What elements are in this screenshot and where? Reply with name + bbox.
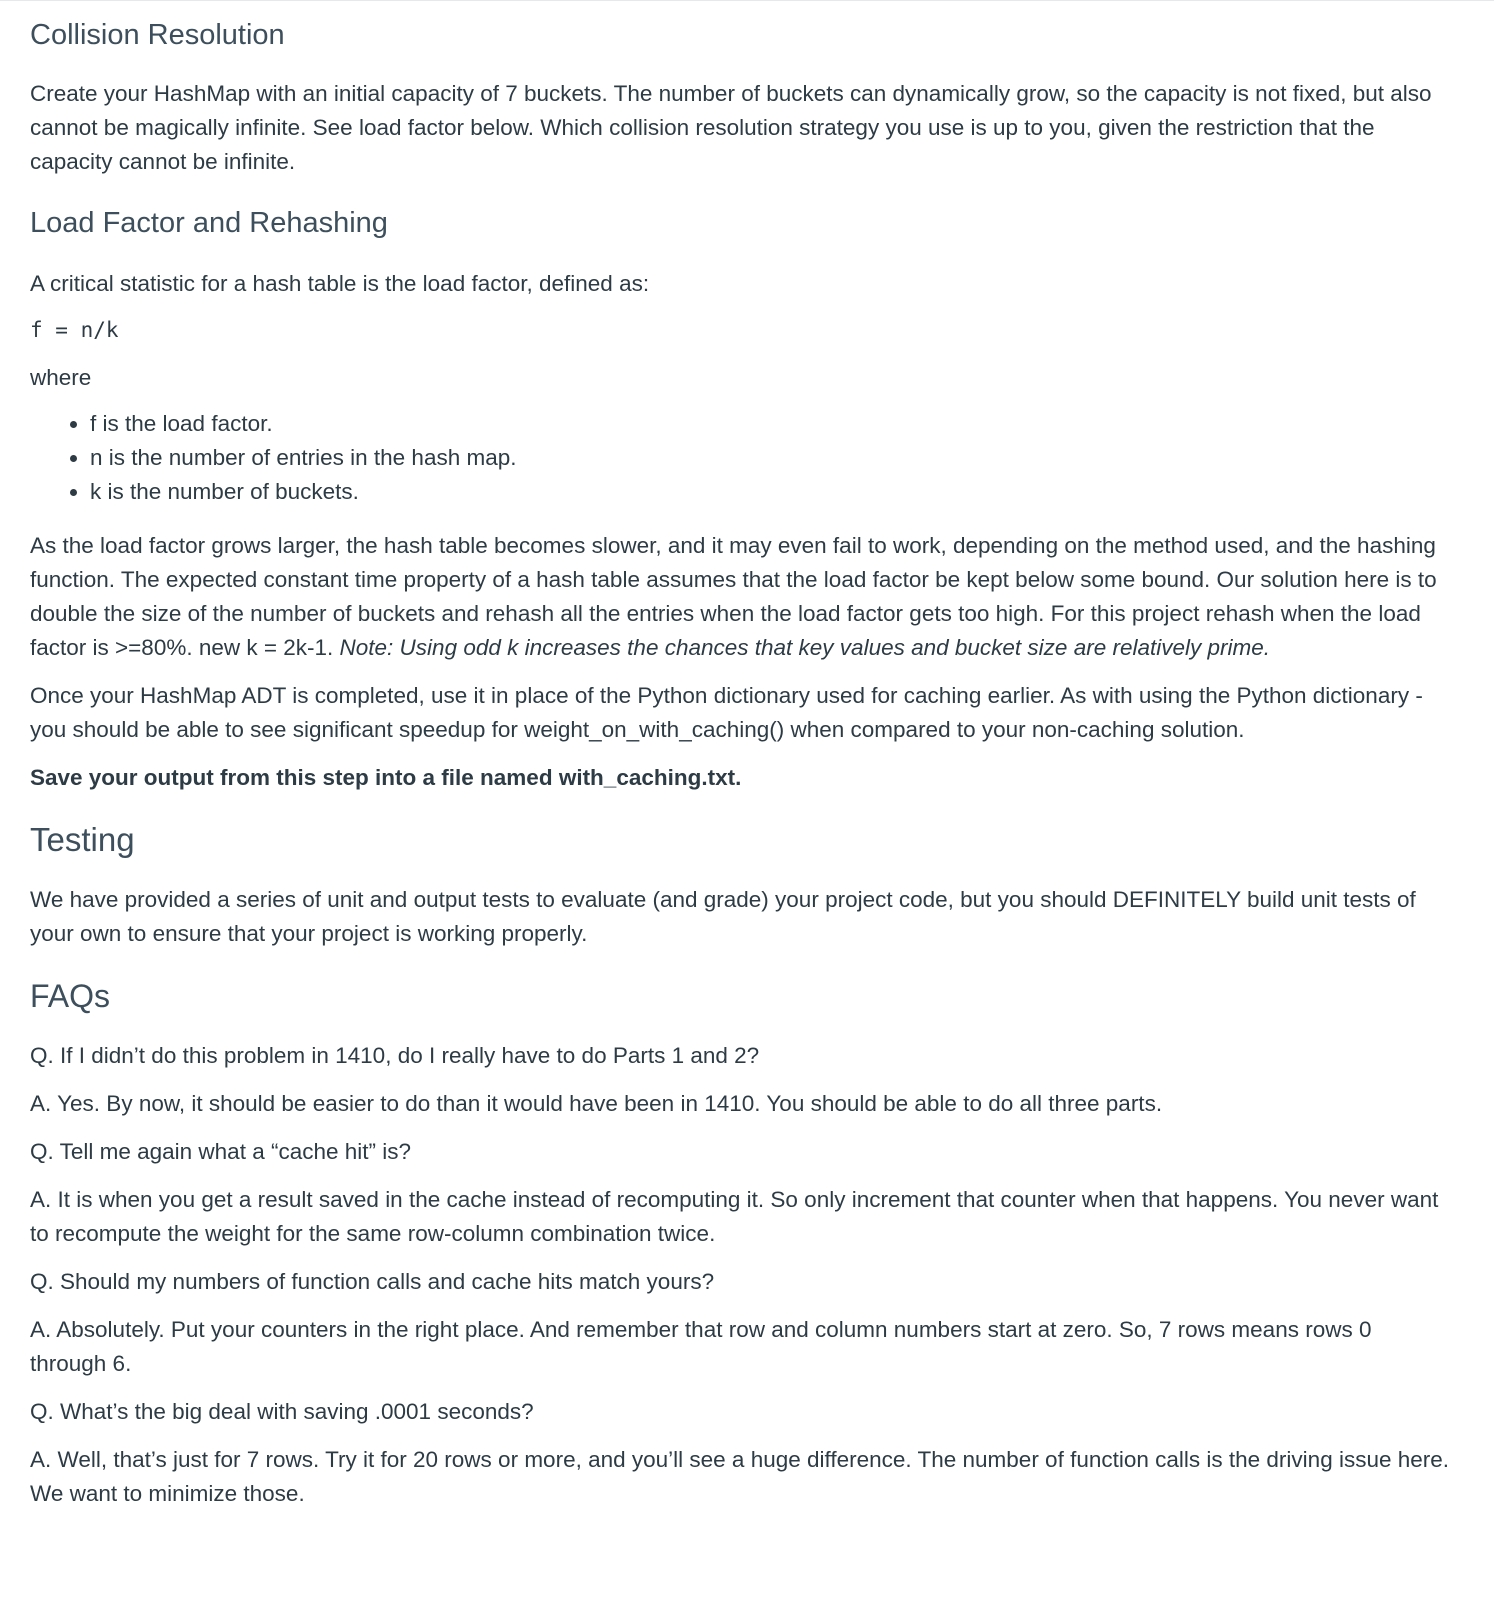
save-output-note: [30, 761, 1454, 795]
rehash-note: Note: Using odd k increases the chances that key values and bucket size are relatively prime.: [339, 635, 1271, 660]
document-page: [0, 1, 1494, 1511]
load-factor-formula: f = n/k: [30, 318, 119, 342]
list-item: • f is the load factor.: [90, 407, 1454, 441]
faq-answer: A. Well, that’s just for 7 rows. Try it for 20 rows or more, and you’ll see a huge difference. The number of function calls is the driving issue here. We want to minimize those.: [30, 1447, 1450, 1506]
definition-list: [30, 407, 1454, 509]
list-item: • k is the number of buckets.: [90, 475, 1454, 509]
adt-paragraph: Once your HashMap ADT is completed, use it in place of the Python dictionary used for caching earlier. As with using the Python dictionary - you should be able to see significant speedup for weight_on_with_caching() when compared to your non-caching solution.: [30, 683, 1423, 742]
heading-testing: Testing: [30, 821, 135, 858]
heading-load-factor: Load Factor and Rehashing: [30, 207, 388, 239]
load-factor-intro: A critical statistic for a hash table is the load factor, defined as:: [30, 271, 650, 296]
collision-paragraph: Create your HashMap with an initial capacity of 7 buckets. The number of buckets can dynamically grow, so the capacity is not fixed, but also cannot be magically infinite. See load factor below. Which collision resolution strategy you use is up to you, given the restriction that the capacity cannot be infinite.: [30, 81, 1432, 174]
faq-question: Q. Tell me again what a “cache hit” is?: [30, 1139, 412, 1164]
testing-paragraph: We have provided a series of unit and output tests to evaluate (and grade) your project code, but you should DEFINITELY build unit tests of your own to ensure that your project is working properly.: [30, 887, 1416, 946]
heading-faqs: FAQs: [30, 978, 111, 1014]
faq-question: Q. If I didn’t do this problem in 1410, do I really have to do Parts 1 and 2?: [30, 1043, 760, 1068]
list-item: • n is the number of entries in the hash map.: [90, 441, 1454, 475]
faq-question: Q. Should my numbers of function calls and cache hits match yours?: [30, 1269, 715, 1294]
faq-answer: A. Yes. By now, it should be easier to do than it would have been in 1410. You should be able to do all three parts.: [30, 1091, 1163, 1116]
save-output-text: Save your output from this step into a file named with_caching.txt.: [30, 765, 742, 790]
heading-collision-resolution: Collision Resolution: [30, 19, 285, 51]
rehash-paragraph: [30, 529, 1454, 665]
faq-question: Q. What’s the big deal with saving .0001 seconds?: [30, 1399, 534, 1424]
faq-answer: A. Absolutely. Put your counters in the right place. And remember that row and column numbers start at zero. So, 7 rows means rows 0 through 6.: [30, 1317, 1372, 1376]
faq-answer: A. It is when you get a result saved in the cache instead of recomputing it. So only increment that counter when that happens. You never want to recompute the weight for the same row-column combination twice.: [30, 1187, 1439, 1246]
rehash-text: As the load factor grows larger, the hash table becomes slower, and it may even fail to work, depending on the method used, and the hashing function. The expected constant time property of a hash table assumes that the load factor be kept below some bound. Our solution here is to double the size of the number of buckets and rehash all the entries when the load factor gets too high. For this project rehash when the load factor is >=80%. new k = 2k-1.: [30, 533, 1437, 660]
where-label: where: [30, 365, 92, 390]
